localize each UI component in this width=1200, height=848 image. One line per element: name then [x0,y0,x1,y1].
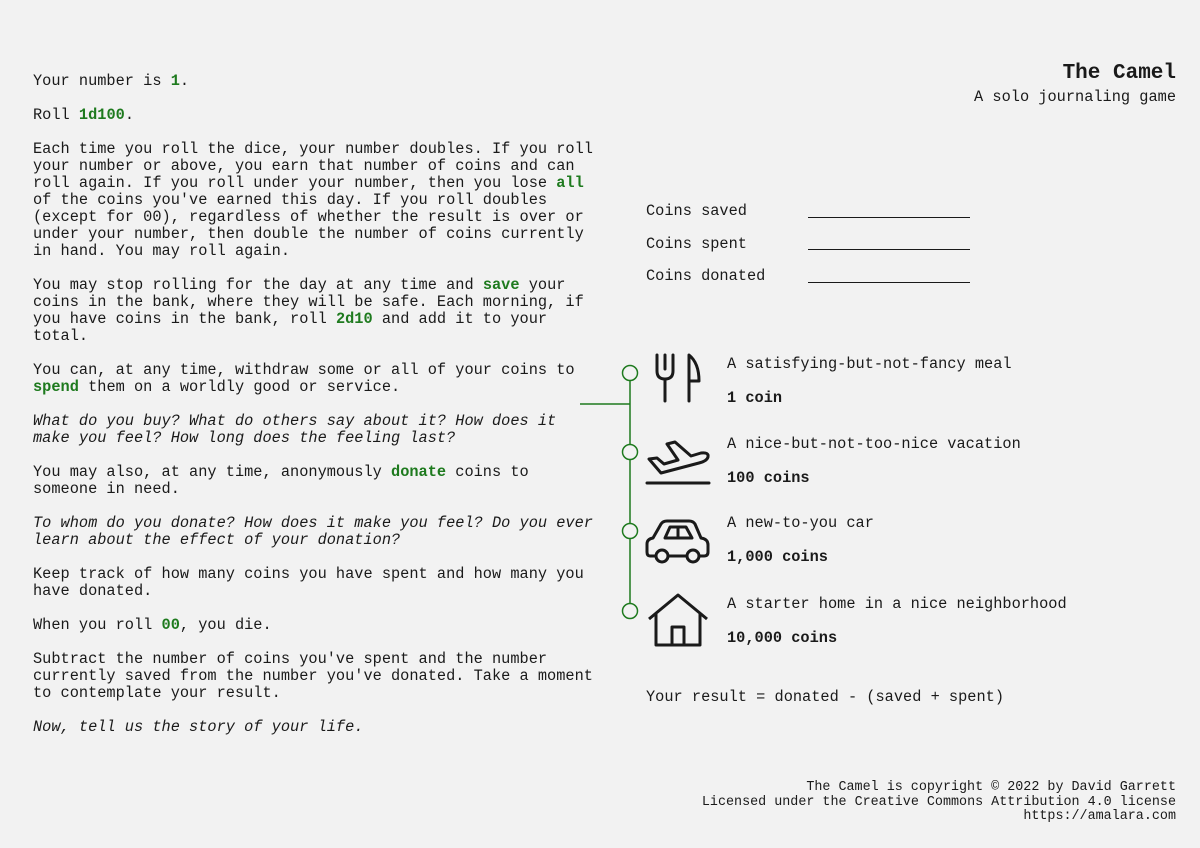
purchase-label: A satisfying-but-not-fancy meal [727,355,1012,373]
purchase-item-meal [645,351,1165,421]
write-in-line-donated[interactable] [808,268,970,283]
purchase-cost: 10,000 coins [727,629,838,647]
purchase-cost: 100 coins [727,469,810,487]
tracker-row-saved [646,195,970,228]
rule-roll: Roll 1d100. [33,106,134,124]
house-icon [645,591,711,651]
tracker-label: Coins spent [646,234,747,253]
page-title: The Camel [1062,62,1176,85]
prompt-spend: What do you buy? What do others say about it? How does it make you feel? How long does the feeling last? [33,412,557,447]
rule-result: Subtract the number of coins you've spent and the number currently saved from the number you've donated. Take a moment to contemplate your result. [33,650,593,702]
tracker-label: Coins donated [646,267,766,286]
purchase-cost: 1 coin [727,389,783,407]
purchase-cost: 1,000 coins [727,548,828,566]
tracker-row-donated [646,260,970,293]
timeline-node [623,524,638,539]
prompt-donate: To whom do you donate? How does it make you feel? Do you ever learn about the effect of your donation? [33,514,593,549]
copyright-line: The Camel is copyright © 2022 by David Garrett [806,780,1176,795]
write-in-line-saved[interactable] [808,203,970,218]
header [974,61,1176,107]
rule-death: When you roll 00, you die. [33,616,272,634]
purchase-item-home [645,591,1165,661]
tracker-row-spent [646,228,970,261]
license-line: Licensed under the Creative Commons Attribution 4.0 license [701,794,1176,810]
copyright-footer [702,781,1176,825]
purchase-label: A starter home in a nice neighborhood [727,595,1067,613]
rule-donate: You may also, at any time, anonymously donate coins to someone in need. [33,463,529,498]
fork-knife-icon [645,351,711,411]
rule-doubling: Each time you roll the dice, your number doubles. If you roll your number or above, you earn that number of coins and can roll again. If you roll under your number, then you lose all of the coins you've earned this day. If you roll doubles (except for 00), regardless of whether the result is over or under your number, then double the number of coins currently in hand. You may roll again. [33,140,593,260]
rule-spend: You can, at any time, withdraw some or all of your coins to spend them on a worldly good or service. [33,361,575,396]
airplane-icon [645,431,711,491]
purchase-item-vacation [645,431,1165,501]
car-icon [645,510,711,570]
write-in-line-spent[interactable] [808,235,970,250]
prompt-story: Now, tell us the story of your life. [33,718,364,736]
timeline-node [623,604,638,619]
rule-save: You may stop rolling for the day at any time and save your coins in the bank, where they will be safe. Each morning, if you have coins in the bank, roll 2d10 and add it to your total. [33,276,584,345]
rule-number: Your number is 1. [33,72,190,90]
page-subtitle: A solo journaling game [974,88,1176,106]
result-formula: Your result = donated - (saved + spent) [646,688,1005,706]
timeline-node [623,445,638,460]
rule-track: Keep track of how many coins you have spent and how many you have donated. [33,565,584,600]
rules-text [33,73,593,753]
tracker-label: Coins saved [646,202,747,221]
purchase-timeline [580,340,650,640]
website-link[interactable]: https://amalara.com [1023,809,1176,824]
purchase-label: A new-to-you car [727,514,874,532]
timeline-node [623,366,638,381]
purchase-label: A nice-but-not-too-nice vacation [727,435,1021,453]
coin-tracker [646,195,970,293]
purchase-item-car [645,510,1165,580]
